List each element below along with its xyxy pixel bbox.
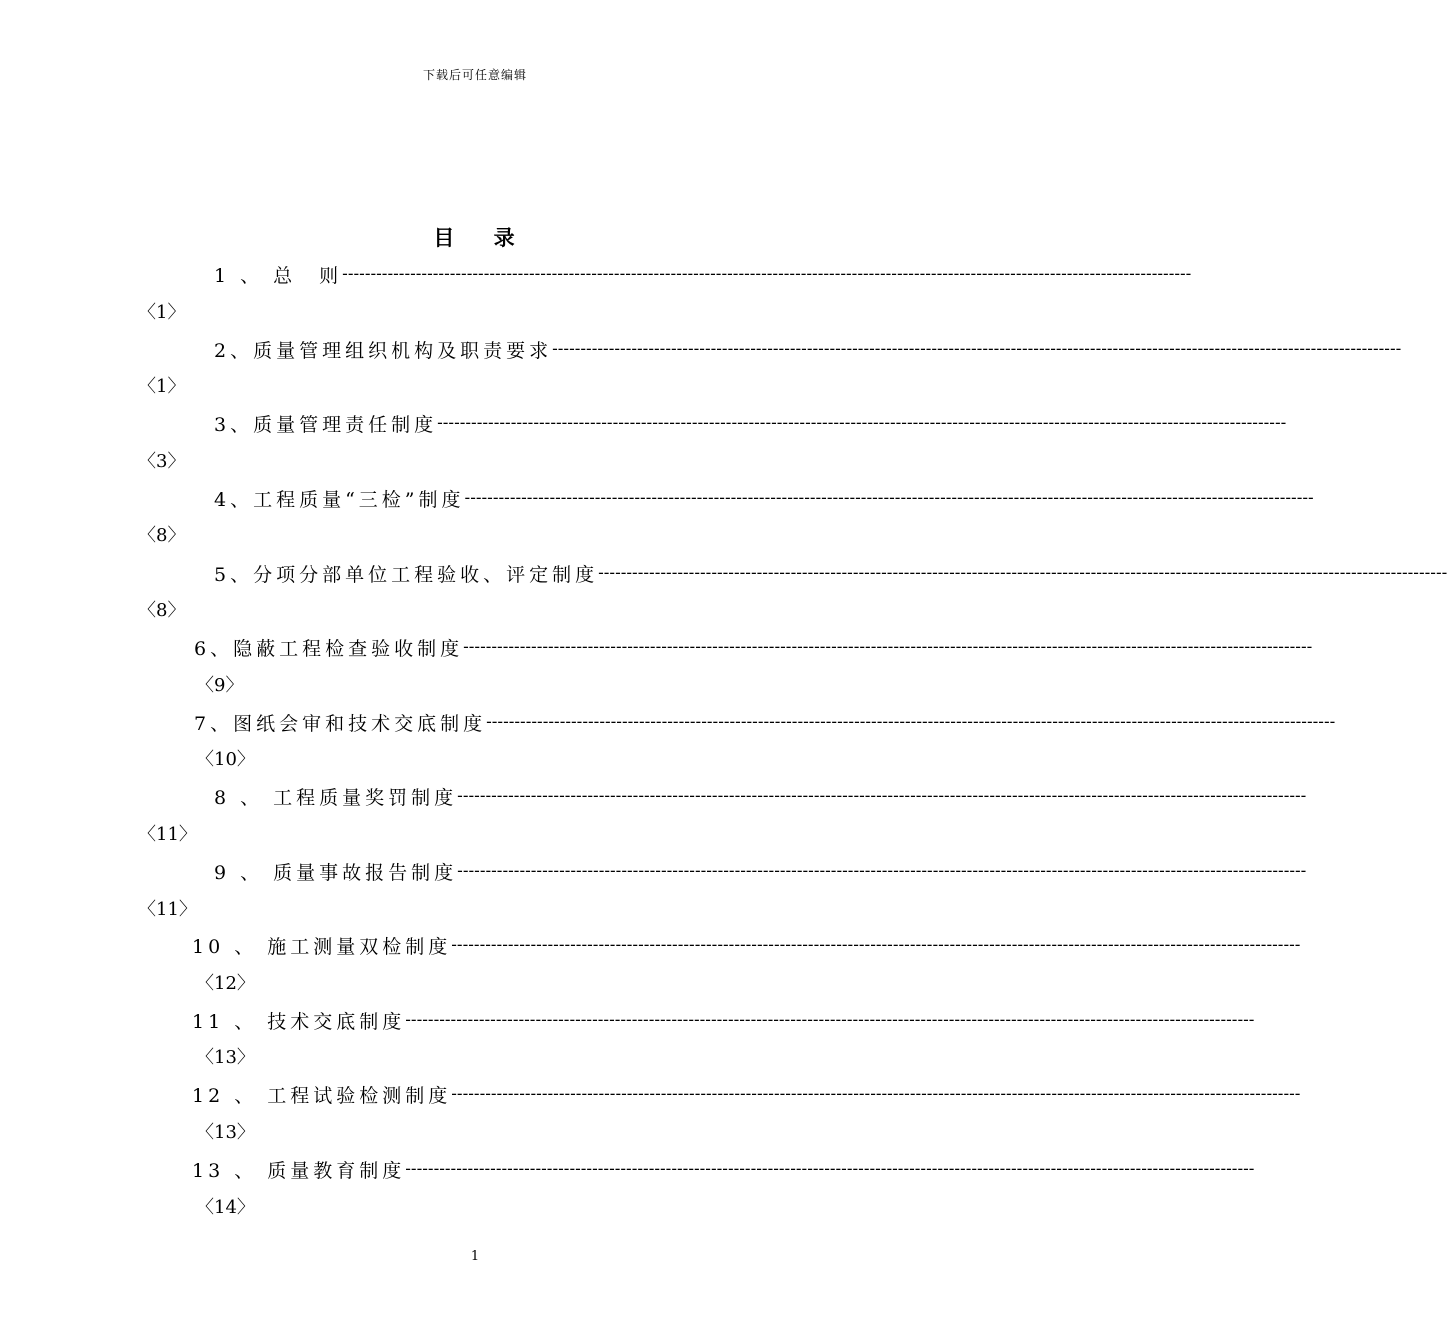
toc-entry-label: 11 、 技术交底制度: [192, 1010, 406, 1033]
toc-entry-6[interactable]: [194, 633, 1313, 661]
dot-leader: ------------------------------------------------------------------------------------------------------------------------------------------------------: [552, 339, 1402, 358]
dot-leader: ------------------------------------------------------------------------------------------------------------------------------------------------------: [451, 935, 1301, 954]
toc-entry-label: 2、质量管理组织机构及职责要求: [214, 339, 553, 362]
toc-entry-label: 12 、 工程试验检测制度: [192, 1084, 452, 1107]
dot-leader: ------------------------------------------------------------------------------------------------------------------------------------------------------: [342, 264, 1192, 283]
dot-leader: ------------------------------------------------------------------------------------------------------------------------------------------------------: [463, 637, 1313, 656]
toc-entry-5[interactable]: [214, 559, 1447, 587]
toc-entry-11[interactable]: [192, 1006, 1255, 1034]
dot-leader: ------------------------------------------------------------------------------------------------------------------------------------------------------: [437, 413, 1287, 432]
toc-entry-13[interactable]: [192, 1155, 1255, 1183]
dot-leader: ------------------------------------------------------------------------------------------------------------------------------------------------------: [405, 1159, 1255, 1178]
toc-entry-page: 〈14〉: [196, 1197, 255, 1218]
dot-leader: ------------------------------------------------------------------------------------------------------------------------------------------------------: [451, 1084, 1301, 1103]
toc-entry-4[interactable]: [214, 484, 1314, 512]
toc-entry-page: 〈12〉: [196, 973, 255, 994]
toc-entry-label: 9 、 质量事故报告制度: [214, 861, 458, 884]
toc-entry-10[interactable]: [192, 931, 1301, 959]
toc-entry-label: 7、图纸会审和技术交底制度: [194, 712, 487, 735]
dot-leader: ------------------------------------------------------------------------------------------------------------------------------------------------------: [464, 488, 1314, 507]
toc-entry-page: 〈8〉: [138, 525, 186, 546]
toc-entry-page: 〈11〉: [138, 824, 197, 845]
toc-entry-page: 〈10〉: [196, 749, 255, 770]
toc-entry-label: 3、质量管理责任制度: [214, 413, 438, 436]
toc-title: 目 录: [433, 225, 517, 250]
dot-leader: ------------------------------------------------------------------------------------------------------------------------------------------------------: [457, 861, 1307, 880]
toc-entry-page: 〈11〉: [138, 899, 197, 920]
toc-entry-label: 6、隐蔽工程检查验收制度: [194, 637, 464, 660]
toc-entry-label: 10 、 施工测量双检制度: [192, 935, 452, 958]
toc-entry-page: 〈13〉: [196, 1047, 255, 1068]
dot-leader: ------------------------------------------------------------------------------------------------------------------------------------------------------: [457, 786, 1307, 805]
toc-entry-page: 〈3〉: [138, 451, 186, 472]
toc-entry-3[interactable]: [214, 409, 1287, 437]
toc-entry-page: 〈1〉: [138, 376, 186, 397]
toc-entry-label: 13 、 质量教育制度: [192, 1159, 406, 1182]
toc-entry-1[interactable]: [214, 260, 1192, 288]
toc-entry-label: 8 、 工程质量奖罚制度: [214, 786, 458, 809]
toc-entry-8[interactable]: [214, 782, 1307, 810]
page-header: 下载后可任意编辑: [422, 68, 527, 82]
toc-entry-label: 4、工程质量“三检”制度: [214, 488, 465, 511]
toc-entry-page: 〈9〉: [196, 675, 244, 696]
dot-leader: ------------------------------------------------------------------------------------------------------------------------------------------------------: [598, 563, 1447, 582]
page-number: 1: [470, 1249, 480, 1264]
dot-leader: ------------------------------------------------------------------------------------------------------------------------------------------------------: [486, 712, 1336, 731]
toc-entry-page: 〈8〉: [138, 600, 186, 621]
toc-entry-12[interactable]: [192, 1080, 1301, 1108]
toc-entry-7[interactable]: [194, 708, 1336, 736]
toc-entry-9[interactable]: [214, 857, 1307, 885]
toc-entry-page: 〈13〉: [196, 1122, 255, 1143]
toc-entry-2[interactable]: [214, 335, 1402, 363]
toc-entry-page: 〈1〉: [138, 302, 186, 323]
dot-leader: ------------------------------------------------------------------------------------------------------------------------------------------------------: [405, 1010, 1255, 1029]
toc-entry-label: 1 、 总 则: [214, 264, 343, 287]
toc-entry-label: 5、分项分部单位工程验收、评定制度: [214, 563, 599, 586]
